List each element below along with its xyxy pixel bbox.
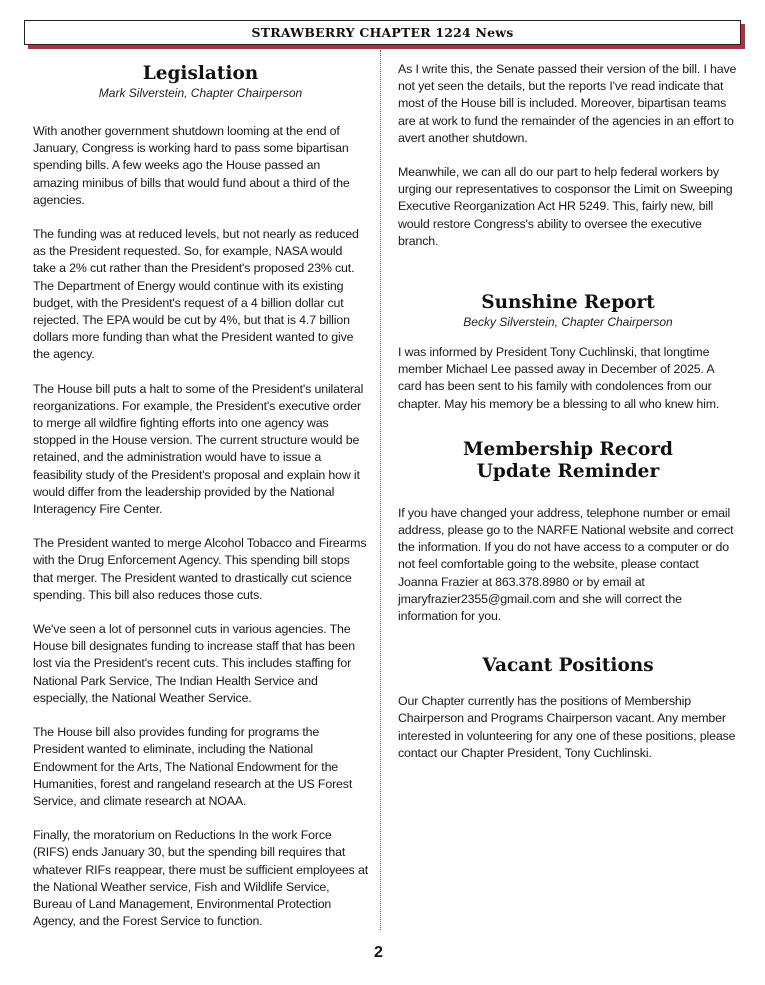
newsletter-masthead — [24, 20, 741, 45]
vacant-paragraph: Our Chapter currently has the positions of Membership Chairperson and Programs Chairperson vacant. Any member interested in volunteering for any one of these positions, please contact our Chapter President, Tony Cuchlinski. — [398, 694, 736, 760]
sunshine-heading: Sunshine Report — [481, 292, 655, 314]
left-column — [33, 55, 368, 947]
legislation-paragraph: We've seen a lot of personnel cuts in various agencies. The House bill designates funding to increase staff that has been lost via the President's recent cuts. This includes staffing for National Park Service, The Indian Health Service and especially, the National Weather Service. — [33, 622, 355, 705]
legislation-paragraph: The funding was at reduced levels, but not nearly as reduced as the President requested. So, for example, NASA would take a 2% cut rather than the President's proposed 23% cut. The Department of Energy would continue with its existing budget, with the President's request of a 4 billion dollar cut rejected. The EPA would be cut by 4%, but that is 4.7 billion dollars more funding than what the President wanted to give the agency. — [33, 227, 359, 362]
column-divider — [380, 50, 381, 930]
legislation-continued-paragraph: As I write this, the Senate passed their version of the bill. I have not yet seen the details, but the reports I've read indicate that most of the House bill is included. Moreover, bipartisan teams are at work to fund the remainder of the agencies in an effort to avert another shutdown. — [398, 62, 737, 145]
masthead-title: STRAWBERRY CHAPTER 1224 News — [251, 25, 514, 40]
legislation-article — [33, 63, 368, 930]
legislation-paragraph: With another government shutdown looming at the end of January, Congress is working hard to pass some bipartisan spending bills. A few weeks ago the House passed an amazing minibus of bills that would fund about a third of the agencies. — [33, 124, 350, 207]
sunshine-paragraph: I was informed by President Tony Cuchlinski, that longtime member Michael Lee passed away in December of 2025. A card has been sent to his family with condolences from our chapter. May his memory be a blessing to all who knew him. — [398, 345, 720, 411]
legislation-paragraph: The President wanted to merge Alcohol Tobacco and Firearms with the Drug Enforcement Agency. This spending bill stops that merger. The President wanted to drastically cut science spending. This bill also reduces those cuts. — [33, 536, 367, 602]
legislation-byline: Mark Silverstein, Chapter Chairperson — [98, 86, 303, 100]
vacant-positions-article — [398, 655, 738, 762]
legislation-paragraph: The House bill also provides funding for programs the President wanted to eliminate, including the National Endowment for the Arts, The National Endowment for the Humanities, forest and rangeland research at the US Forest Service, and climate research at NOAA. — [33, 725, 353, 808]
legislation-heading: Legislation — [142, 63, 259, 84]
legislation-continued — [398, 61, 738, 250]
membership-heading-line2: Update Reminder — [476, 460, 660, 482]
sunshine-byline: Becky Silverstein, Chapter Chairperson — [463, 315, 673, 330]
vacant-heading: Vacant Positions — [482, 655, 654, 677]
legislation-paragraph: Finally, the moratorium on Reductions In the work Force (RIFS) ends January 30, but the spending bill requires that whatever RIFs reappear, there must be sufficient employees at the National Weather service, Fish and Wildlife Service, Bureau of Land Management, Environmental Protection Agency, and the Forest Service to function. — [33, 828, 368, 929]
membership-paragraph: If you have changed your address, telephone number or email address, please go to the NARFE National website and correct the information. If you do not have access to a computer or do not feel comfortable going to the website, please contact Joanna Frazier at 863.378.8980 or by email at jmaryfrazier2355@gmail.com and she will correct the information for you. — [398, 505, 734, 624]
page-number: 2 — [374, 944, 383, 961]
legislation-paragraph: The House bill puts a halt to some of the President's unilateral reorganizations. For example, the President's executive order to merge all wildfire fighting efforts into one agency was stopped in the House version. The current structure would be retained, and the administration would have to issue a feasibility study of the President's proposal and explain how it would differ from the leadership provided by the National Interagency Fire Center. — [33, 381, 364, 517]
membership-reminder-article — [398, 439, 738, 625]
right-column — [398, 55, 738, 779]
legislation-continued-paragraph: Meanwhile, we can all do our part to help federal workers by urging our representatives to cosponsor the Limit on Sweeping Executive Reorganization Act HR 5249. This, fairly new, bill would restore Congress's ability to oversee the executive branch. — [398, 165, 733, 248]
membership-heading-line1: Membership Record — [463, 438, 673, 460]
sunshine-report-article — [398, 292, 738, 413]
